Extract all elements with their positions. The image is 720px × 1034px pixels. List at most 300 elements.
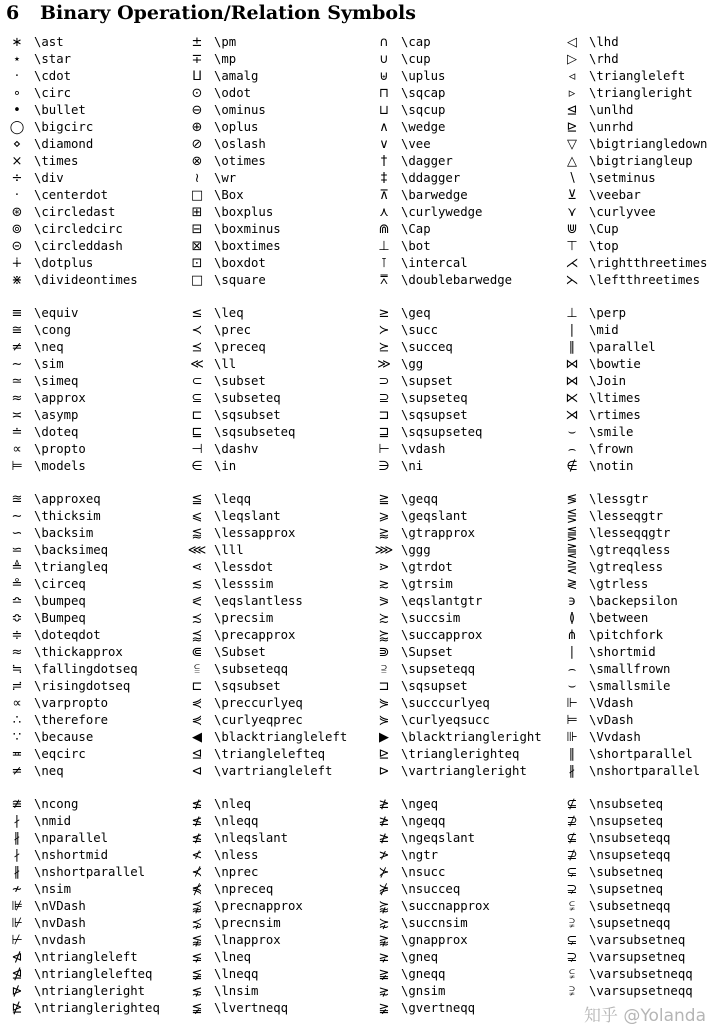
symbol-glyph: ⊎ bbox=[379, 69, 389, 84]
symbol-glyph: ⋧ bbox=[378, 984, 390, 999]
latex-command: \mid bbox=[589, 323, 619, 337]
symbol-row bbox=[180, 610, 365, 627]
latex-command: \bumpeq bbox=[34, 594, 86, 608]
symbol-glyph: ⋚ bbox=[566, 509, 578, 524]
latex-command: \wedge bbox=[401, 120, 446, 134]
symbol-group bbox=[0, 796, 185, 1017]
latex-command: \lneqq bbox=[214, 967, 259, 981]
symbol-glyph: ⌢ bbox=[567, 442, 577, 457]
symbol-glyph: ⌢ bbox=[567, 662, 577, 677]
symbol-glyph: ⫌ bbox=[569, 984, 575, 999]
symbol-row bbox=[555, 864, 720, 881]
symbol-group bbox=[180, 305, 365, 475]
latex-command: \divideontimes bbox=[34, 273, 138, 287]
latex-command: \neq bbox=[34, 764, 64, 778]
symbol-glyph: ⊟ bbox=[191, 222, 203, 237]
symbol-glyph: ⋖ bbox=[191, 560, 203, 575]
latex-command: \ominus bbox=[214, 103, 266, 117]
latex-command: \lhd bbox=[589, 35, 619, 49]
symbol-row bbox=[0, 339, 185, 356]
latex-command: \circ bbox=[34, 86, 72, 100]
symbol-row bbox=[367, 932, 552, 949]
symbol-glyph: ∼ bbox=[11, 357, 23, 372]
symbol-glyph: ≱ bbox=[378, 814, 390, 829]
symbol-glyph: ≑ bbox=[11, 628, 23, 643]
symbol-row bbox=[0, 508, 185, 525]
symbol-row bbox=[555, 881, 720, 898]
symbol-row bbox=[367, 678, 552, 695]
latex-command: \npreceq bbox=[214, 882, 274, 896]
symbol-glyph: ‡ bbox=[380, 171, 388, 186]
symbol-row bbox=[0, 34, 185, 51]
symbol-glyph: ⋉ bbox=[565, 391, 579, 406]
latex-command: \ltimes bbox=[589, 391, 641, 405]
symbol-glyph: ⊵ bbox=[378, 747, 390, 762]
symbol-glyph: ± bbox=[191, 35, 203, 50]
symbol-row bbox=[0, 542, 185, 559]
symbol-row bbox=[367, 915, 552, 932]
symbol-glyph: ≇ bbox=[11, 797, 23, 812]
symbol-glyph: ≪ bbox=[190, 357, 204, 372]
symbol-row bbox=[367, 390, 552, 407]
symbol-row bbox=[555, 932, 720, 949]
symbol-glyph: ⫅ bbox=[194, 662, 200, 677]
symbol-row bbox=[367, 187, 552, 204]
symbol-row bbox=[555, 51, 720, 68]
symbol-row bbox=[180, 170, 365, 187]
symbol-glyph: ⊲ bbox=[191, 764, 203, 779]
symbol-glyph: ⋭ bbox=[11, 1001, 23, 1016]
latex-command: \otimes bbox=[214, 154, 266, 168]
symbol-row bbox=[555, 542, 720, 559]
symbol-row bbox=[367, 559, 552, 576]
latex-command: \lessdot bbox=[214, 560, 274, 574]
symbol-row bbox=[555, 966, 720, 983]
latex-command: \ggg bbox=[401, 543, 431, 557]
latex-command: \bot bbox=[401, 239, 431, 253]
symbol-glyph: ⪕ bbox=[191, 594, 203, 609]
symbol-row bbox=[0, 322, 185, 339]
symbol-glyph: ∣ bbox=[568, 323, 576, 338]
symbol-glyph: ⊏ bbox=[191, 408, 203, 423]
symbol-glyph: ⊡ bbox=[191, 256, 203, 271]
symbol-row bbox=[555, 763, 720, 780]
latex-command: \circleddash bbox=[34, 239, 123, 253]
latex-command: \thicksim bbox=[34, 509, 101, 523]
symbol-glyph: ⊕ bbox=[191, 120, 203, 135]
symbol-glyph: ⊊ bbox=[566, 865, 578, 880]
latex-command: \leqq bbox=[214, 492, 252, 506]
symbol-row bbox=[555, 68, 720, 85]
latex-command: \gtrdot bbox=[401, 560, 453, 574]
latex-command: \Vdash bbox=[589, 696, 634, 710]
symbol-glyph: ∣ bbox=[568, 645, 576, 660]
latex-command: \Subset bbox=[214, 645, 266, 659]
latex-command: \backsimeq bbox=[34, 543, 109, 557]
symbol-group bbox=[0, 491, 185, 780]
latex-command: \nvDash bbox=[34, 916, 86, 930]
symbol-group bbox=[367, 491, 552, 780]
latex-command: \unlhd bbox=[589, 103, 634, 117]
latex-command: \gnsim bbox=[401, 984, 446, 998]
symbol-row bbox=[367, 153, 552, 170]
latex-command: \fallingdotseq bbox=[34, 662, 138, 676]
latex-command: \nsupseteq bbox=[589, 814, 664, 828]
symbol-glyph: ∝ bbox=[12, 442, 22, 457]
latex-command: \approx bbox=[34, 391, 86, 405]
latex-command: \top bbox=[589, 239, 619, 253]
symbol-glyph: ⋎ bbox=[567, 205, 577, 220]
latex-command: \precapprox bbox=[214, 628, 296, 642]
latex-command: \risingdotseq bbox=[34, 679, 131, 693]
symbol-row bbox=[367, 34, 552, 51]
latex-command: \circledcirc bbox=[34, 222, 123, 236]
symbol-row bbox=[180, 864, 365, 881]
latex-command: \eqslantless bbox=[214, 594, 303, 608]
symbol-row bbox=[180, 322, 365, 339]
symbol-glyph: ≧ bbox=[378, 492, 390, 507]
latex-command: \bigtriangledown bbox=[589, 137, 708, 151]
symbol-glyph: ≬ bbox=[568, 611, 576, 626]
latex-command: \sim bbox=[34, 357, 64, 371]
symbol-glyph: ⋔ bbox=[566, 628, 578, 643]
symbol-row bbox=[555, 305, 720, 322]
symbol-glyph: ⊠ bbox=[191, 239, 203, 254]
symbol-row bbox=[555, 949, 720, 966]
symbol-row bbox=[367, 864, 552, 881]
latex-command: \veebar bbox=[589, 188, 641, 202]
symbol-glyph: ⊺ bbox=[380, 256, 388, 271]
symbol-glyph: † bbox=[380, 154, 388, 169]
latex-command: \sqsubset bbox=[214, 408, 281, 422]
symbol-glyph: ≗ bbox=[11, 577, 23, 592]
symbol-glyph: ◁ bbox=[567, 35, 577, 50]
symbol-glyph: ∤ bbox=[13, 848, 21, 863]
symbol-glyph: ⋌ bbox=[565, 256, 579, 271]
symbol-row bbox=[367, 221, 552, 238]
latex-command: \succnsim bbox=[401, 916, 468, 930]
symbol-row bbox=[180, 508, 365, 525]
symbol-row bbox=[180, 847, 365, 864]
latex-command: \oplus bbox=[214, 120, 259, 134]
latex-command: \asymp bbox=[34, 408, 79, 422]
symbol-glyph: ⊝ bbox=[11, 239, 23, 254]
latex-command: \gg bbox=[401, 357, 424, 371]
latex-command: \wr bbox=[214, 171, 237, 185]
symbol-glyph: ⊗ bbox=[191, 154, 203, 169]
symbol-glyph: ⊩ bbox=[566, 696, 578, 711]
latex-command: \supset bbox=[401, 374, 453, 388]
symbol-row bbox=[0, 170, 185, 187]
symbol-group bbox=[555, 34, 720, 289]
symbol-glyph: ÷ bbox=[11, 171, 23, 186]
latex-command: \nsucceq bbox=[401, 882, 461, 896]
symbol-row bbox=[0, 932, 185, 949]
symbol-row bbox=[367, 695, 552, 712]
symbol-row bbox=[0, 255, 185, 272]
symbol-glyph: ≀ bbox=[194, 171, 200, 186]
latex-command: \lneq bbox=[214, 950, 252, 964]
symbol-row bbox=[367, 983, 552, 1000]
latex-command: \ngtr bbox=[401, 848, 439, 862]
symbol-glyph: ≠ bbox=[11, 764, 23, 779]
latex-command: \Cup bbox=[589, 222, 619, 236]
symbol-glyph: ≳ bbox=[378, 577, 390, 592]
latex-command: \rightthreetimes bbox=[589, 256, 708, 270]
symbol-glyph: ∤ bbox=[13, 814, 21, 829]
symbol-row bbox=[180, 238, 365, 255]
symbol-glyph: ⊨ bbox=[566, 713, 578, 728]
symbol-glyph: ⊋ bbox=[566, 882, 578, 897]
symbol-row bbox=[555, 407, 720, 424]
symbol-glyph: ⪷ bbox=[191, 628, 203, 643]
symbol-glyph: ≰ bbox=[191, 797, 203, 812]
symbol-row bbox=[367, 627, 552, 644]
symbol-row bbox=[180, 559, 365, 576]
symbol-glyph: ⪋ bbox=[566, 526, 578, 541]
latex-command: \ntrianglerighteq bbox=[34, 1001, 160, 1015]
latex-command: \lll bbox=[214, 543, 244, 557]
latex-command: \succ bbox=[401, 323, 439, 337]
symbol-row bbox=[180, 813, 365, 830]
latex-command: \gtrless bbox=[589, 577, 649, 591]
symbol-row bbox=[367, 85, 552, 102]
symbol-glyph: ⊏ bbox=[191, 679, 203, 694]
symbol-glyph: △ bbox=[567, 154, 577, 169]
symbol-group bbox=[0, 34, 185, 289]
latex-command: \gneqq bbox=[401, 967, 446, 981]
symbol-row bbox=[367, 576, 552, 593]
latex-command: \subsetneqq bbox=[589, 899, 671, 913]
symbol-row bbox=[367, 949, 552, 966]
symbol-row bbox=[555, 729, 720, 746]
latex-command: \rhd bbox=[589, 52, 619, 66]
latex-command: \Cap bbox=[401, 222, 431, 236]
symbol-glyph: ≰ bbox=[191, 814, 203, 829]
symbol-glyph: ◯ bbox=[9, 120, 25, 135]
symbol-row bbox=[555, 661, 720, 678]
latex-command: \nleqq bbox=[214, 814, 259, 828]
latex-command: \uplus bbox=[401, 69, 446, 83]
symbol-glyph: ⪉ bbox=[191, 933, 203, 948]
symbol-glyph: ⌣ bbox=[567, 425, 577, 440]
symbol-glyph: · bbox=[14, 188, 20, 203]
symbol-row bbox=[0, 525, 185, 542]
symbol-glyph: ≺ bbox=[191, 323, 203, 338]
symbol-glyph: ≻ bbox=[378, 323, 390, 338]
latex-command: \varsubsetneqq bbox=[589, 967, 693, 981]
latex-command: \lvertneqq bbox=[214, 1001, 289, 1015]
symbol-row bbox=[180, 85, 365, 102]
latex-command: \sqsubseteq bbox=[214, 425, 296, 439]
latex-command: \cdot bbox=[34, 69, 72, 83]
symbol-glyph: ⊴ bbox=[191, 747, 203, 762]
symbol-glyph: × bbox=[11, 154, 23, 169]
latex-command: \ni bbox=[401, 459, 424, 473]
symbol-row bbox=[367, 119, 552, 136]
symbol-glyph: ∦ bbox=[568, 764, 576, 779]
symbol-row bbox=[180, 915, 365, 932]
symbol-row bbox=[0, 864, 185, 881]
symbol-glyph: ≯ bbox=[378, 848, 390, 863]
symbol-glyph: ⋪ bbox=[11, 950, 23, 965]
latex-command: \sqcup bbox=[401, 103, 446, 117]
latex-command: \unrhd bbox=[589, 120, 634, 134]
symbol-glyph: ≎ bbox=[11, 611, 23, 626]
symbol-row bbox=[0, 661, 185, 678]
latex-command: \times bbox=[34, 154, 79, 168]
symbol-glyph: ⋨ bbox=[191, 916, 203, 931]
symbol-row bbox=[0, 763, 185, 780]
symbol-glyph: ⊞ bbox=[191, 205, 203, 220]
latex-command: \gtreqless bbox=[589, 560, 664, 574]
symbol-row bbox=[367, 1000, 552, 1017]
symbol-row bbox=[555, 204, 720, 221]
symbol-row bbox=[555, 255, 720, 272]
symbol-row bbox=[367, 525, 552, 542]
symbol-row bbox=[367, 458, 552, 475]
symbol-row bbox=[367, 644, 552, 661]
latex-command: \lessgtr bbox=[589, 492, 649, 506]
symbol-glyph: ⩾ bbox=[378, 509, 390, 524]
symbol-glyph: ⪖ bbox=[378, 594, 390, 609]
latex-command: \nsucc bbox=[401, 865, 446, 879]
symbol-glyph: ⊥ bbox=[566, 306, 578, 321]
latex-command: \boxplus bbox=[214, 205, 274, 219]
symbol-row bbox=[180, 525, 365, 542]
symbol-row bbox=[180, 881, 365, 898]
latex-command: \precsim bbox=[214, 611, 274, 625]
latex-command: \intercal bbox=[401, 256, 468, 270]
latex-command: \subsetneq bbox=[589, 865, 664, 879]
latex-command: \in bbox=[214, 459, 237, 473]
latex-command: \bullet bbox=[34, 103, 86, 117]
latex-command: \boxtimes bbox=[214, 239, 281, 253]
symbol-row bbox=[367, 102, 552, 119]
latex-command: \lnapprox bbox=[214, 933, 281, 947]
symbol-row bbox=[555, 441, 720, 458]
symbol-glyph: ≫ bbox=[377, 357, 391, 372]
latex-command: \Vvdash bbox=[589, 730, 641, 744]
latex-command: \pm bbox=[214, 35, 237, 49]
symbol-row bbox=[0, 119, 185, 136]
latex-command: \cong bbox=[34, 323, 72, 337]
symbol-glyph: ∖ bbox=[567, 171, 577, 186]
symbol-glyph: ⪌ bbox=[566, 543, 578, 558]
latex-command: \div bbox=[34, 171, 64, 185]
symbol-row bbox=[180, 830, 365, 847]
symbol-row bbox=[180, 661, 365, 678]
latex-command: \bigtriangleup bbox=[589, 154, 693, 168]
symbol-row bbox=[367, 424, 552, 441]
symbol-row bbox=[180, 305, 365, 322]
symbol-row bbox=[555, 830, 720, 847]
symbol-row bbox=[555, 559, 720, 576]
symbol-glyph: ∦ bbox=[13, 865, 21, 880]
symbol-glyph: ⊻ bbox=[567, 188, 577, 203]
symbol-row bbox=[555, 102, 720, 119]
symbol-glyph: ⊪ bbox=[566, 730, 578, 745]
latex-command: \succsim bbox=[401, 611, 461, 625]
latex-command: \models bbox=[34, 459, 86, 473]
latex-command: \triangleq bbox=[34, 560, 109, 574]
symbol-row bbox=[0, 966, 185, 983]
latex-command: \ntriangleright bbox=[34, 984, 146, 998]
symbol-glyph: ≦ bbox=[191, 492, 203, 507]
latex-command: \nparallel bbox=[34, 831, 109, 845]
latex-command: \succcurlyeq bbox=[401, 696, 490, 710]
latex-command: \therefore bbox=[34, 713, 109, 727]
symbol-row bbox=[555, 491, 720, 508]
latex-command: \shortmid bbox=[589, 645, 656, 659]
symbol-row bbox=[0, 729, 185, 746]
symbol-column-1 bbox=[0, 34, 185, 1033]
symbol-row bbox=[555, 221, 720, 238]
latex-command: \succapprox bbox=[401, 628, 483, 642]
symbol-row bbox=[367, 136, 552, 153]
latex-command: \nsubseteq bbox=[589, 797, 664, 811]
symbol-glyph: ⩽ bbox=[191, 509, 203, 524]
symbol-row bbox=[0, 491, 185, 508]
latex-command: \gnapprox bbox=[401, 933, 468, 947]
latex-command: \doublebarwedge bbox=[401, 273, 513, 287]
symbol-row bbox=[180, 678, 365, 695]
symbol-glyph: ⨿ bbox=[192, 69, 202, 84]
symbol-row bbox=[0, 373, 185, 390]
symbol-row bbox=[0, 238, 185, 255]
symbol-glyph: ⊉ bbox=[566, 814, 578, 829]
symbol-glyph: ∽ bbox=[11, 526, 23, 541]
symbol-glyph: ∧ bbox=[379, 120, 389, 135]
latex-command: \curlywedge bbox=[401, 205, 483, 219]
symbol-glyph: ≃ bbox=[11, 374, 23, 389]
symbol-glyph: ≈ bbox=[11, 645, 23, 660]
symbol-row bbox=[180, 1000, 365, 1017]
symbol-glyph: ≈ bbox=[11, 391, 23, 406]
latex-command: \oslash bbox=[214, 137, 266, 151]
symbol-row bbox=[180, 424, 365, 441]
symbol-glyph: ≜ bbox=[11, 560, 23, 575]
latex-command: \supsetneq bbox=[589, 882, 664, 896]
symbol-glyph: ≿ bbox=[378, 611, 390, 626]
latex-command: \odot bbox=[214, 86, 252, 100]
symbol-row bbox=[555, 898, 720, 915]
symbol-glyph: ⊈ bbox=[566, 831, 578, 846]
latex-command: \nmid bbox=[34, 814, 72, 828]
symbol-glyph: ⋬ bbox=[11, 967, 23, 982]
symbol-glyph: ⊮ bbox=[11, 916, 23, 931]
symbol-glyph: ≷ bbox=[566, 577, 578, 592]
latex-command: \subseteq bbox=[214, 391, 281, 405]
symbol-row bbox=[180, 458, 365, 475]
symbol-row bbox=[0, 272, 185, 289]
symbol-glyph: ⊣ bbox=[191, 442, 203, 457]
symbol-row bbox=[0, 678, 185, 695]
symbol-glyph: ⊵ bbox=[566, 120, 578, 135]
symbol-row bbox=[180, 221, 365, 238]
symbol-group bbox=[180, 491, 365, 780]
symbol-row bbox=[555, 678, 720, 695]
symbol-row bbox=[555, 119, 720, 136]
symbol-row bbox=[180, 204, 365, 221]
latex-command: \sqsubset bbox=[214, 679, 281, 693]
symbol-row bbox=[555, 610, 720, 627]
latex-command: \leq bbox=[214, 306, 244, 320]
symbol-glyph: ∈ bbox=[191, 459, 203, 474]
symbol-row bbox=[367, 508, 552, 525]
symbol-row bbox=[180, 932, 365, 949]
latex-command: \setminus bbox=[589, 171, 656, 185]
